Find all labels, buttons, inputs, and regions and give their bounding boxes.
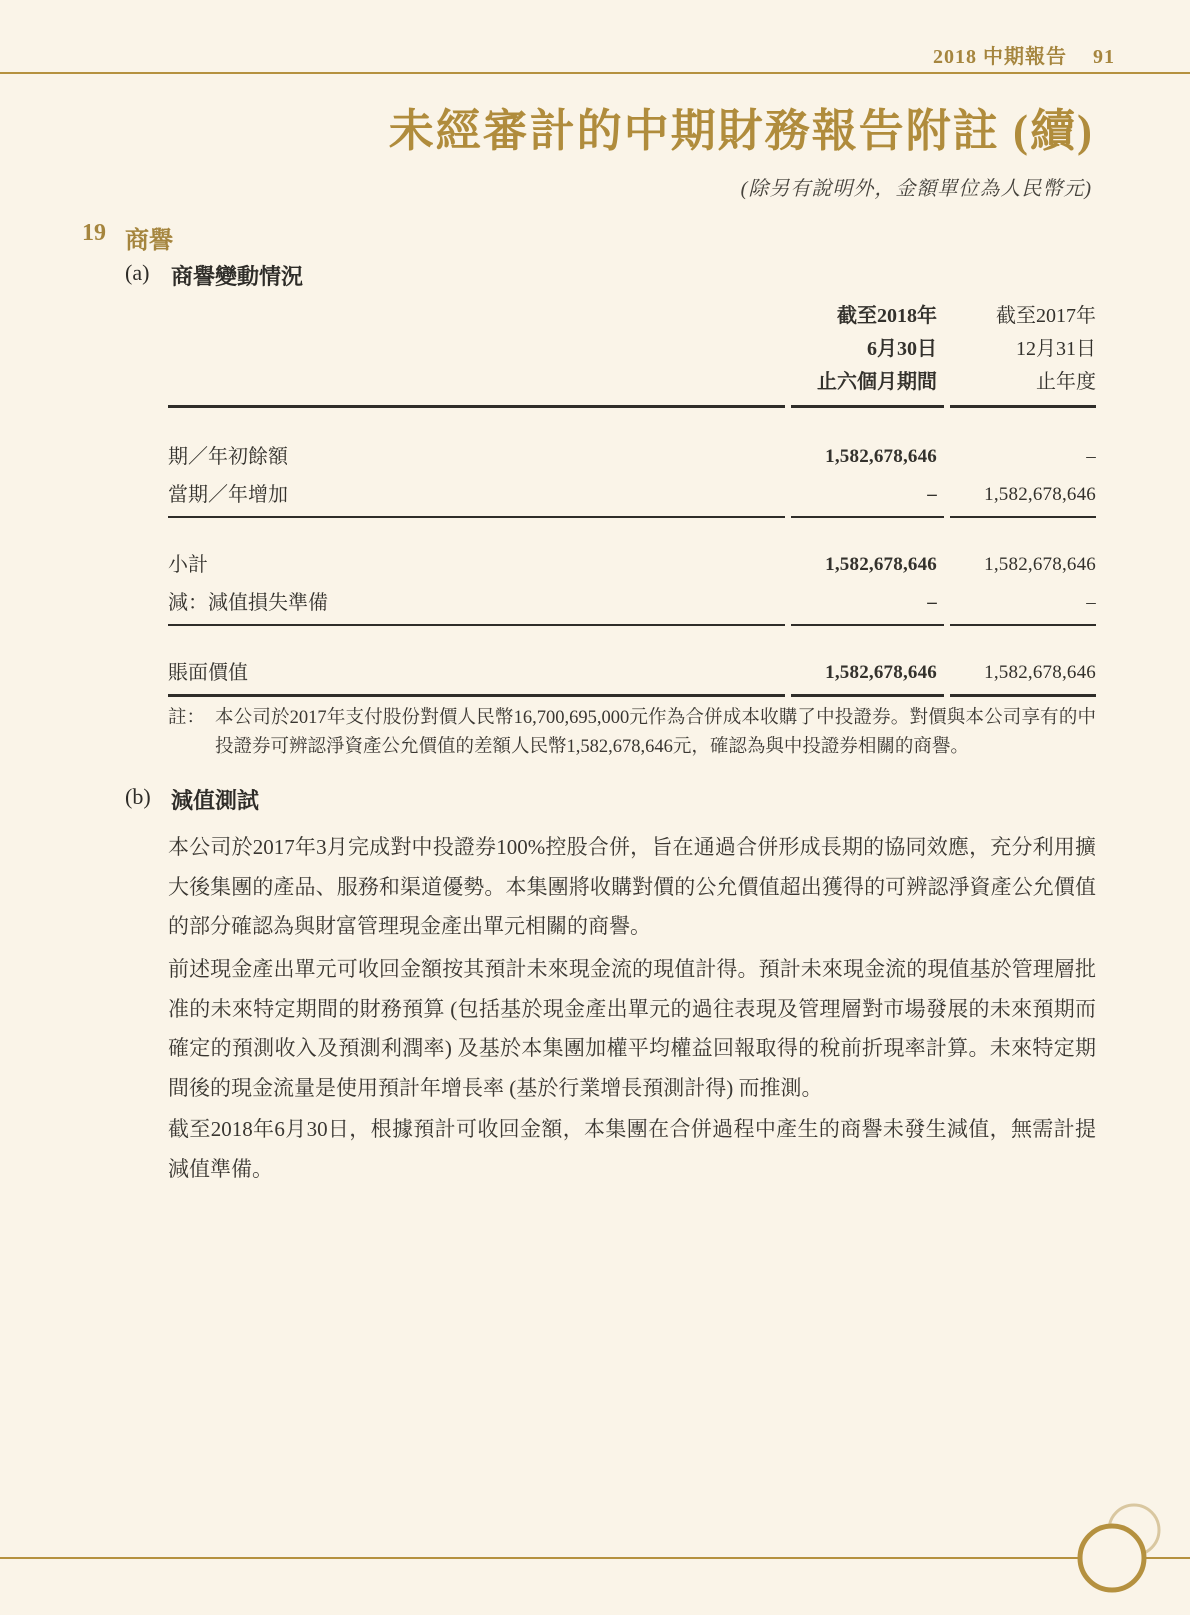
column-header-2018: 截至2018年 6月30日 止六個月期間 xyxy=(817,305,937,393)
row-value-2017: – xyxy=(1086,446,1096,467)
table-rule-bottom xyxy=(168,694,1096,697)
row-label: 當期／年增加 xyxy=(168,484,288,506)
column-header-2017: 截至2017年 12月31日 止年度 xyxy=(996,305,1096,393)
footer-circle-gold xyxy=(1080,1526,1144,1590)
section-title: 商譽 xyxy=(125,228,173,254)
row-value-2018: 1,582,678,646 xyxy=(825,554,937,575)
table-row xyxy=(168,546,1096,584)
row-value-2017: 1,582,678,646 xyxy=(984,484,1096,505)
table-row xyxy=(168,438,1096,476)
section-19-heading xyxy=(82,220,173,255)
row-value-2018: 1,582,678,646 xyxy=(825,662,937,683)
running-header xyxy=(933,40,1115,69)
goodwill-table xyxy=(168,300,1096,697)
header-rule xyxy=(0,72,1190,74)
table-footnote xyxy=(168,704,1096,762)
table-rule-mid-1 xyxy=(168,516,1096,518)
body-paragraph-2: 前述現金產出單元可收回金額按其預計未來現金流的現值計得。預計未來現金流的現值基於管理層批准的未來特定期間的財務預算 (包括基於現金產出單元的過往表現及管理層對市場發展的未來預期而確定的預測收入及預測利潤率) 及基於本集團加權平均權益回報取得的稅前折現率計算。未來特定期間後的現金流量是使用預計年增長率 (基於行業增長預測計得) 而推測。 xyxy=(168,957,1096,1100)
table-row xyxy=(168,654,1096,692)
subsection-a-label: (a) xyxy=(125,260,150,285)
row-value-2017: – xyxy=(1086,592,1096,613)
subsection-a-heading xyxy=(125,260,303,291)
row-value-2017: 1,582,678,646 xyxy=(984,554,1096,575)
subsection-b-heading xyxy=(125,784,259,815)
subsection-b-title: 減值測試 xyxy=(171,788,260,813)
footnote-text: 本公司於2017年支付股份對價人民幣16,700,695,000元作為合併成本收購了中投證券。對價與本公司享有的中投證券可辨認淨資產公允價值的差額人民幣1,582,678,646元，確認為與中投證券相關的商譽。 xyxy=(215,708,1096,757)
page-subtitle: (除另有說明外，金額單位為人民幣元) xyxy=(740,178,1092,200)
table-header xyxy=(168,300,1096,399)
section-number: 19 xyxy=(82,220,106,246)
subsection-a-title: 商譽變動情況 xyxy=(171,264,304,289)
row-value-2018: 1,582,678,646 xyxy=(825,446,937,467)
footnote-label: 註： xyxy=(168,708,206,728)
row-label: 小計 xyxy=(168,554,208,576)
page-number: 91 xyxy=(1093,46,1115,68)
row-value-2018: – xyxy=(927,484,937,505)
table-row xyxy=(168,476,1096,514)
row-label: 期／年初餘額 xyxy=(168,446,288,468)
row-value-2017: 1,582,678,646 xyxy=(984,662,1096,683)
page-title: 未經審計的中期財務報告附註 (續) xyxy=(388,106,1094,156)
row-label: 賬面價值 xyxy=(168,662,248,684)
body-paragraph-3: 截至2018年6月30日，根據預計可收回金額，本集團在合併過程中產生的商譽未發生減值，無需計提減值準備。 xyxy=(168,1117,1096,1181)
footer-circle-light xyxy=(1109,1505,1159,1555)
body-paragraph-1: 本公司於2017年3月完成對中投證券100%控股合併，旨在通過合併形成長期的協同效應，充分利用擴大後集團的產品、服務和渠道優勢。本集團將收購對價的公允價值超出獲得的可辨認淨資產公允價值的部分確認為與財富管理現金產出單元相關的商譽。 xyxy=(168,835,1096,938)
row-label: 減：減值損失準備 xyxy=(168,592,328,614)
report-title: 2018 中期報告 xyxy=(933,46,1067,68)
subsection-b-label: (b) xyxy=(125,784,151,809)
table-rule-top xyxy=(168,405,1096,408)
table-rule-mid-2 xyxy=(168,624,1096,626)
table-row xyxy=(168,584,1096,622)
row-value-2018: – xyxy=(927,592,937,613)
